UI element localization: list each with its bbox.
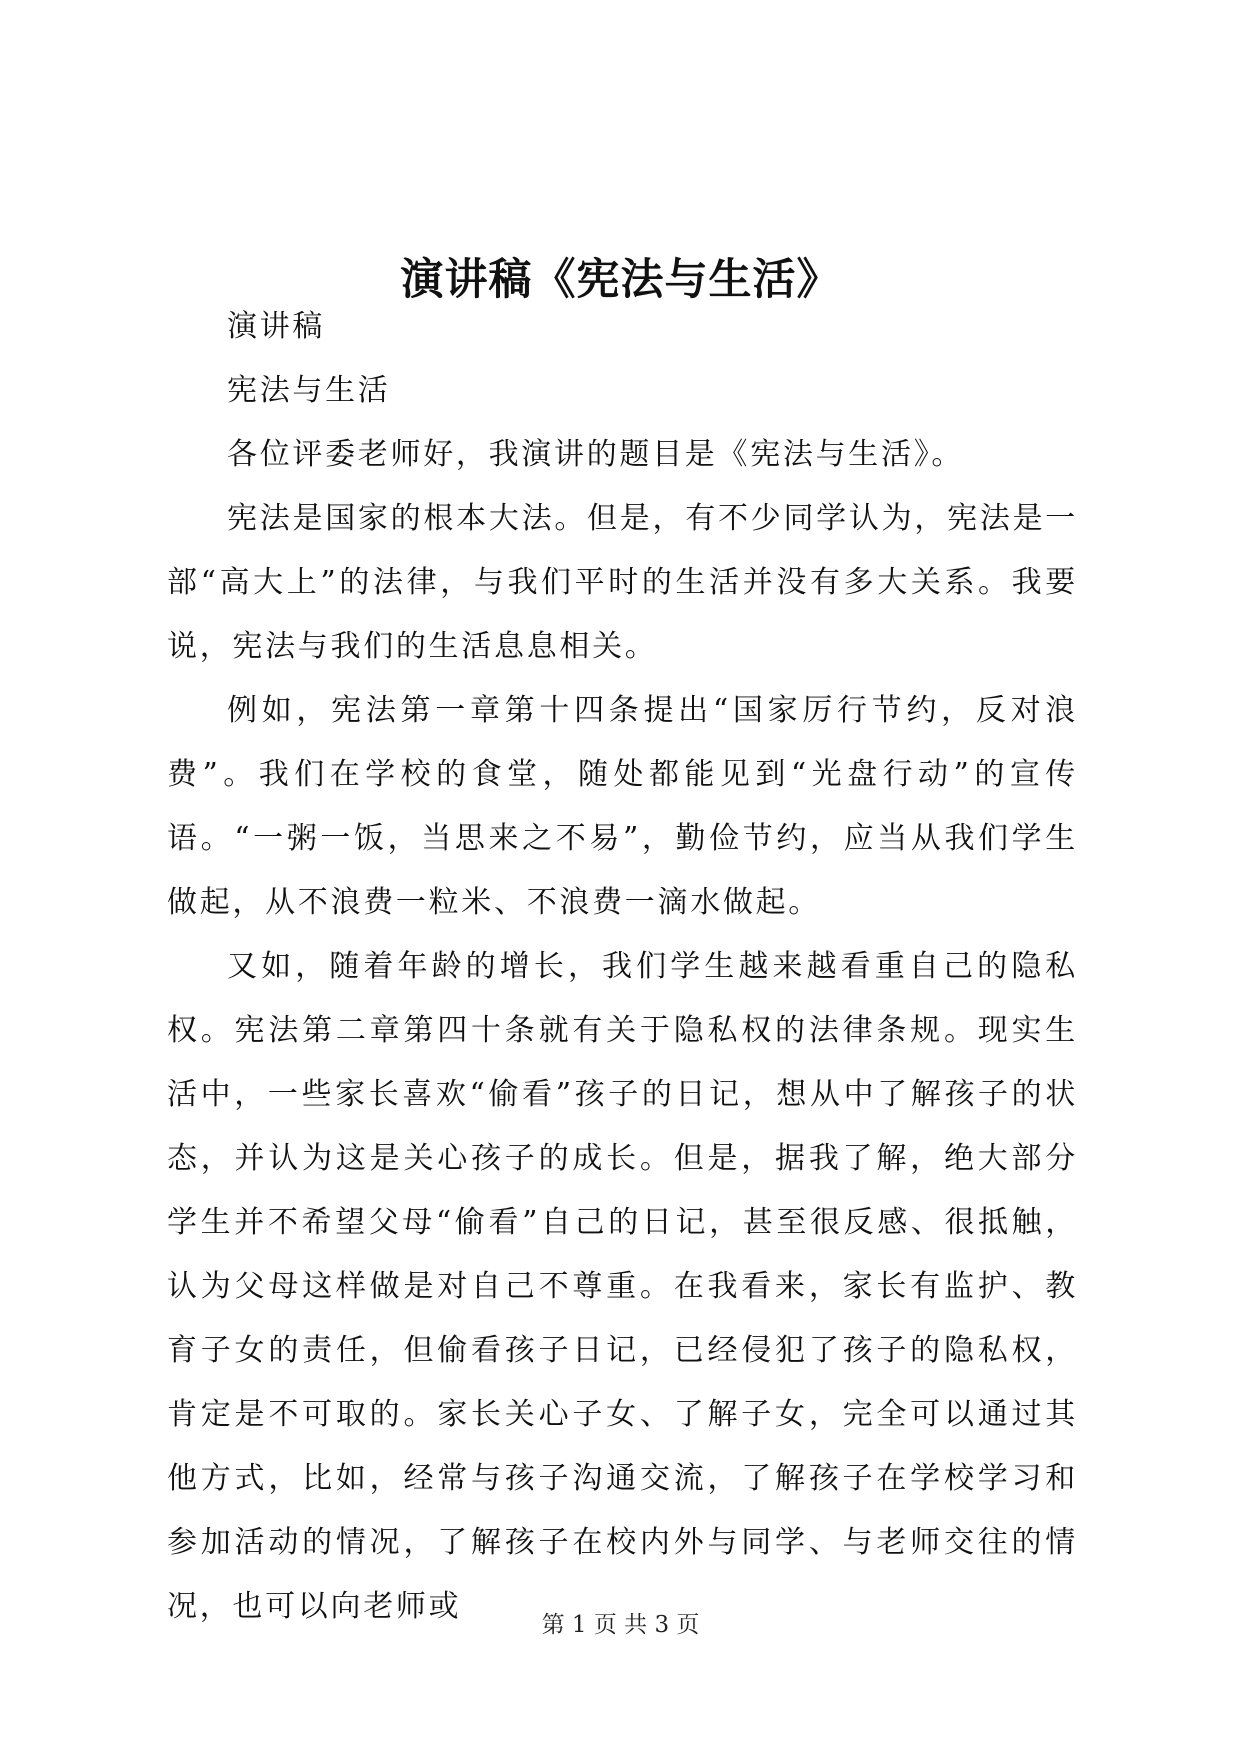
paragraph: 各位评委老师好，我演讲的题目是《宪法与生活》。 <box>227 437 965 472</box>
paragraph: 演讲稿 <box>227 309 326 344</box>
page-number-footer: 第 1 页 共 3 页 <box>541 1612 700 1638</box>
paragraph: 又如，随着年龄的增长，我们学生越来越看重自己的隐私权。宪法第二章第四十条就有关于隐私权的法律条规。现实生活中，一些家长喜欢“偷看”孩子的日记，想从中了解孩子的状态，并认为这是关心孩子的成长。但是，据我了解，绝大部分学生并不希望父母“偷看”自己的日记，甚至很反感、很抵触，认为父母这样做是对自己不尊重。在我看来，家长有监护、教育子女的责任，但偷看孩子日记，已经侵犯了孩子的隐私权，肯定是不可取的。家长关心子女、了解子女，完全可以通过其他方式，比如，经常与孩子沟通交流，了解孩子在学校学习和参加活动的情况，了解孩子在校内外与同学、与老师交往的情况，也可以向老师或 <box>167 949 1078 1624</box>
paragraph: 宪法与生活 <box>227 373 391 408</box>
paragraph: 宪法是国家的根本大法。但是，有不少同学认为，宪法是一部“高大上”的法律，与我们平时的生活并没有多大关系。我要说，宪法与我们的生活息息相关。 <box>167 501 1078 664</box>
document-body <box>167 295 1078 1639</box>
document-title: 演讲稿《宪法与生活》 <box>400 254 841 305</box>
paragraph: 例如，宪法第一章第十四条提出“国家厉行节约，反对浪费”。我们在学校的食堂，随处都能见到“光盘行动”的宣传语。“一粥一饭，当思来之不易”，勤俭节约，应当从我们学生做起，从不浪费一粒米、不浪费一滴水做起。 <box>167 693 1078 920</box>
